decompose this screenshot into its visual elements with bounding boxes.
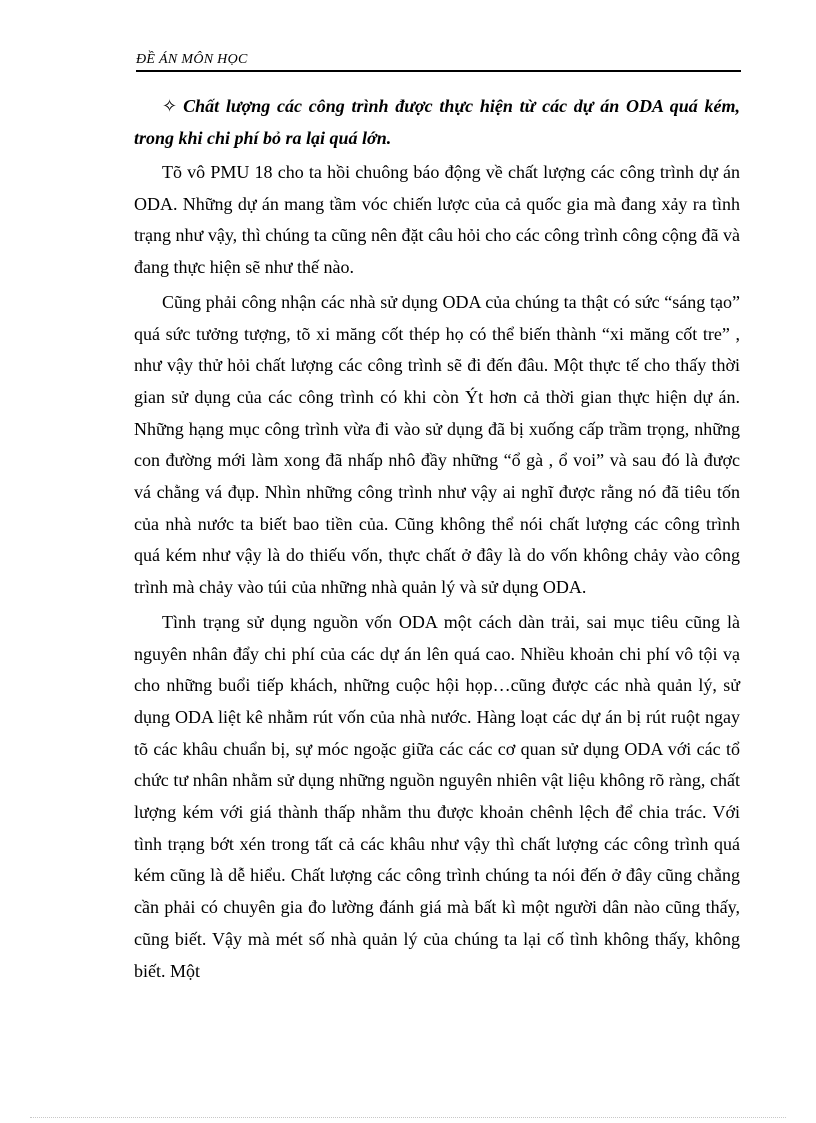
page-header (136, 50, 741, 72)
section-heading-text: Chất lượng các công trình được thực hiện từ các dự án ODA quá kém, trong khi chi phí bỏ ra lại quá lớn. (134, 96, 740, 148)
paragraph-2: Cũng phải công nhận các nhà sử dụng ODA của chúng ta thật có sức “sáng tạo” quá sức tưởng tượng, tõ xi măng cốt thép họ có thể biến thành “xi măng cốt tre” , như vậy thử hỏi chất lượng các công trình sẽ đi đến đâu. Một thực tế cho thấy thời gian sử dụng của các công trình có khi còn Ýt hơn cả thời gian thực hiện dự án. Những hạng mục công trình vừa đi vào sử dụng đã bị xuống cấp trầm trọng, những con đường mới làm xong đã nhấp nhô đầy những “ổ gà , ổ voi” và sau đó là được vá chằng vá đụp. Nhìn những công trình như vậy ai nghĩ được rằng nó đã tiêu tốn của nhà nước ta biết bao tiền của. Cũng không thể nói chất lượng các công trình quá kém như vậy là do thiếu vốn, thực chất ở đây là do vốn không chảy vào công trình mà chảy vào túi của những nhà quản lý và sử dụng ODA. (134, 291, 740, 598)
document-body (134, 90, 740, 990)
paragraph-1: Tõ vô PMU 18 cho ta hồi chuông báo động về chất lượng các công trình dự án ODA. Những dự án mang tầm vóc chiến lược của cả quốc gia mà đang xảy ra tình trạng như vậy, thì chúng ta cũng nên đặt câu hỏi cho các công trình công cộng đã và đang thực hiện sẽ như thế nào. (134, 162, 740, 278)
section-heading (134, 90, 740, 154)
header-title: ĐỀ ÁN MÔN HỌC (136, 52, 248, 67)
page-bottom-divider (30, 1117, 786, 1118)
four-pointed-star-icon: ✧ (162, 96, 178, 116)
paragraph-3: Tình trạng sử dụng nguồn vốn ODA một cách dàn trải, sai mục tiêu cũng là nguyên nhân đẩy chi phí của các dự án lên quá cao. Nhiều khoản chi phí vô tội vạ cho những buổi tiếp khách, những cuộc hội họp…cũng được các nhà quản lý, sử dụng ODA liệt kê nhằm rút vốn của nhà nước. Hàng loạt các dự án bị rút ruột ngay tõ các khâu chuẩn bị, sự móc ngoặc giữa các các cơ quan sử dụng ODA với các tổ chức tư nhân nhằm sử dụng những nguồn nguyên nhiên vật liệu không rõ ràng, chất lượng kém với giá thành thấp nhằm thu được khoản chênh lệch để chia trác. Với tình trạng bớt xén trong tất cả các khâu như vậy thì chất lượng các công trình quá kém cũng là dễ hiểu. Chất lượng các công trình chúng ta nói đến ở đây cũng chẳng cần phải có chuyên gia đo lường đánh giá mà bất kì một người dân nào cũng thấy, cũng biết. Vậy mà mét số nhà quản lý của chúng ta lại cố tình không thấy, không biết. Một (134, 611, 740, 981)
